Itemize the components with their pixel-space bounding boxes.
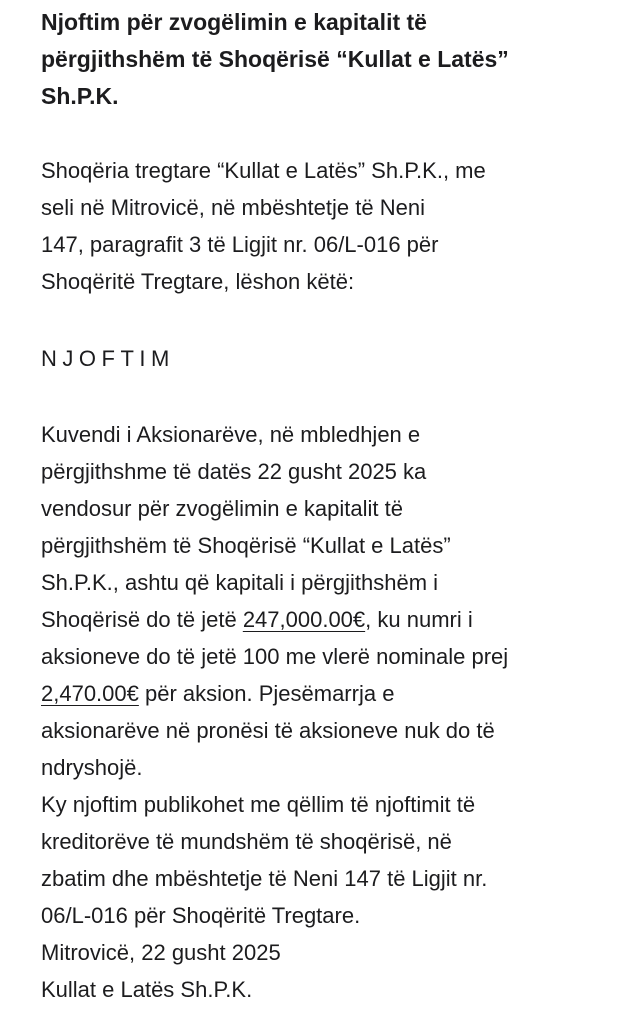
nominal-value: 2,470.00€ [41,681,139,706]
place-date: Mitrovicë, 22 gusht 2025 [41,940,281,965]
notice-heading: NJOFTIM [41,346,175,371]
intro-line: Shoqëritë Tregtare, lëshon këtë: [41,269,355,294]
main-line [41,675,611,712]
main-paragraph [41,416,611,1008]
intro-line: seli në Mitrovicë, në mbështetje të Neni [41,195,425,220]
main-line: aksioneve do të jetë 100 me vlerë nominale prej [41,644,509,669]
main-line: Ky njoftim publikohet me qëllim të njoftimit të [41,792,476,817]
main-line: zbatim dhe mbështetje të Neni 147 të Ligjit nr. [41,866,488,891]
main-line: 06/L-016 për Shoqëritë Tregtare. [41,903,361,928]
main-line: aksionarëve në pronësi të aksioneve nuk do të [41,718,495,743]
intro-paragraph [41,152,611,300]
main-line: Kuvendi i Aksionarëve, në mbledhjen e [41,422,421,447]
title-line: Sh.P.K. [41,83,119,109]
capital-amount: 247,000.00€ [242,607,366,632]
main-line: kreditorëve të mundshëm të shoqërisë, në [41,829,452,854]
signature: Kullat e Latës Sh.P.K. [41,977,253,1002]
main-line-text: , ku numri i [365,607,473,632]
main-line: ndryshojë. [41,755,143,780]
main-line-text: Shoqërisë do të jetë [41,607,243,632]
notice-title [41,4,601,115]
intro-line: Shoqëria tregtare “Kullat e Latës” Sh.P.K., me [41,158,486,183]
main-line: përgjithshme të datës 22 gusht 2025 ka [41,459,427,484]
main-line: Sh.P.K., ashtu që kapitali i përgjithshëm i [41,570,439,595]
title-line: përgjithshëm të Shoqërisë “Kullat e Latës” [41,46,509,72]
main-line: vendosur për zvogëlimin e kapitalit të [41,496,403,521]
main-line [41,601,611,638]
main-line: përgjithshëm të Shoqërisë “Kullat e Latës” [41,533,451,558]
title-line: Njoftim për zvogëlimin e kapitalit të [41,9,427,35]
intro-line: 147, paragrafit 3 të Ligjit nr. 06/L-016 për [41,232,439,257]
main-line-text: për aksion. Pjesëmarrja e [138,681,395,706]
